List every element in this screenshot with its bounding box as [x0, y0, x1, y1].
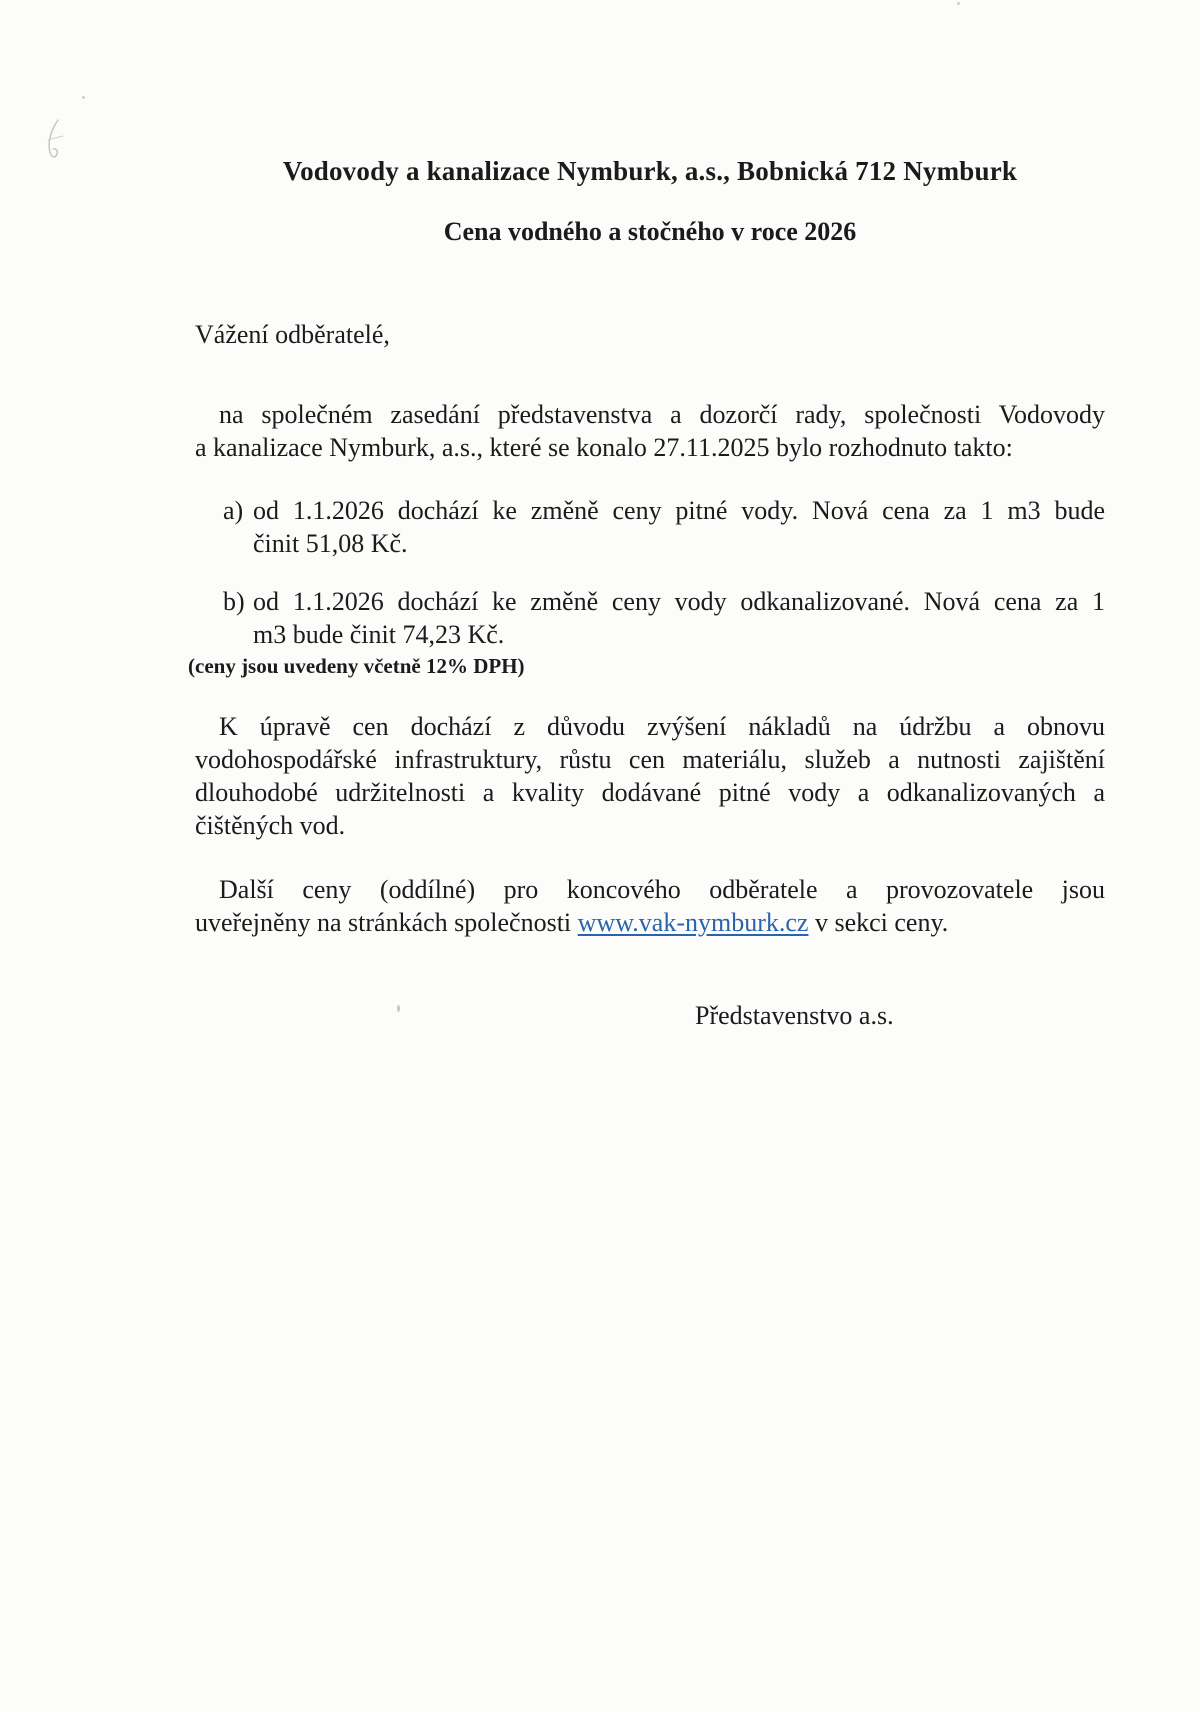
text-line: m3 bude činit 74,23 Kč. [253, 620, 505, 649]
website-link[interactable]: www.vak-nymburk.cz [577, 908, 809, 937]
text-line: od 1.1.2026 dochází ke změně ceny pitné vody. Nová cena za 1 m3 bude [253, 496, 1105, 525]
text-line: vodohospodářské infrastruktury, růstu cen materiálu, služeb a nutnosti zajištění [195, 745, 1105, 774]
text-line: K úpravě cen dochází z důvodu zvýšení nákladů na údržbu a obnovu [219, 712, 1105, 741]
signature: Představenstvo a.s. [695, 1001, 894, 1030]
scan-speck [397, 1005, 400, 1012]
text-line: od 1.1.2026 dochází ke změně ceny vody odkanalizované. Nová cena za 1 [253, 587, 1105, 616]
list-item-a-text [253, 494, 1105, 560]
doc-title: Vodovody a kanalizace Nymburk, a.s., Bobnická 712 Nymburk [282, 156, 1018, 186]
doc-subtitle: Cena vodného a stočného v roce 2026 [443, 217, 857, 246]
vat-note: (ceny jsou uvedeny včetně 12% DPH) [188, 654, 525, 678]
other-prices-paragraph [195, 873, 1105, 939]
list-marker-b: b) [223, 587, 245, 616]
reason-paragraph [195, 710, 1105, 842]
text-line-with-link [195, 906, 1105, 939]
scan-speck [957, 2, 960, 5]
list-item-a [223, 494, 1105, 560]
text-line: Další ceny (oddílné) pro koncového odběratele a provozovatele jsou [219, 875, 1105, 904]
text-line: a kanalizace Nymburk, a.s., které se konalo 27.11.2025 bylo rozhodnuto takto: [195, 433, 1013, 462]
salutation: Vážení odběratelé, [195, 320, 390, 349]
text-line: dlouhodobé udržitelnosti a kvality dodávané pitné vody a odkanalizovaných a [195, 778, 1105, 807]
link-suffix-text: v sekci ceny. [808, 908, 949, 937]
text-line: na společném zasedání představenstva a dozorčí rady, společnosti Vodovody [219, 400, 1105, 429]
scan-speck [82, 96, 85, 99]
list-item-b [223, 585, 1105, 651]
list-item-b-text [253, 585, 1105, 651]
list-marker-a: a) [223, 496, 244, 525]
text-line: činit 51,08 Kč. [253, 529, 408, 558]
intro-paragraph [195, 398, 1105, 464]
link-prefix-text: uveřejněny na stránkách společnosti [195, 908, 578, 937]
text-line: čištěných vod. [195, 811, 346, 840]
pencil-mark [42, 118, 72, 160]
